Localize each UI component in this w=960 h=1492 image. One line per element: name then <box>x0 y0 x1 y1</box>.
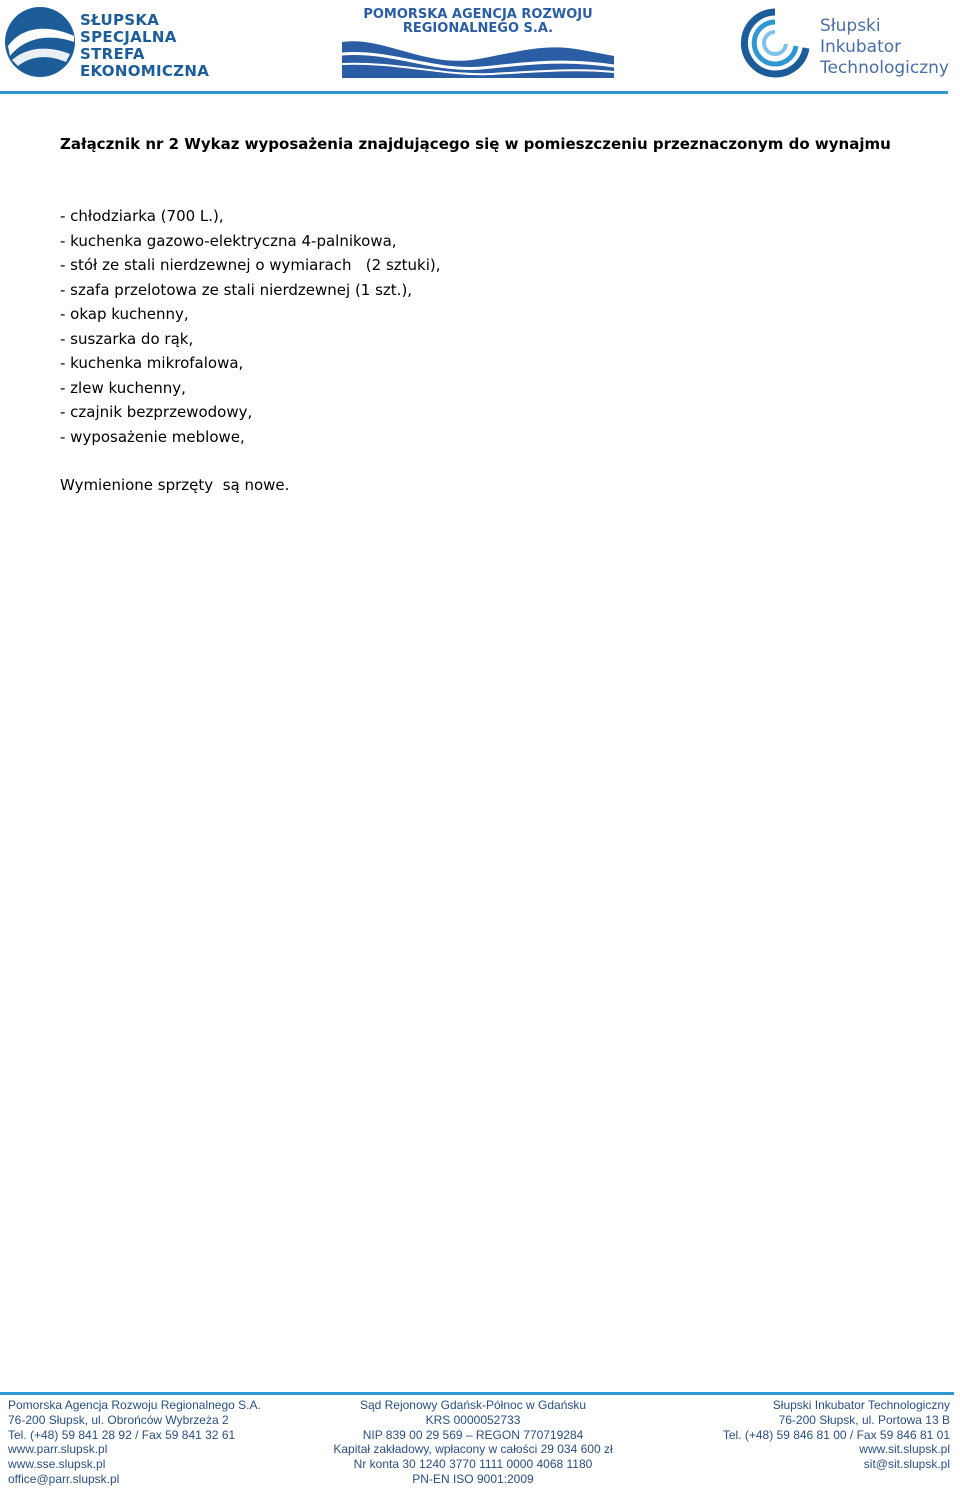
list-item: - zlew kuchenny, <box>60 378 186 397</box>
equipment-list <box>60 204 920 449</box>
sit-swirl-icon <box>740 8 810 80</box>
footer-right-line: Tel. (+48) 59 846 81 00 / Fax 59 846 81 01 <box>722 1427 950 1442</box>
list-item: - suszarka do rąk, <box>60 329 194 348</box>
header-divider <box>0 91 948 94</box>
sit-line-1: Słupski <box>820 16 881 36</box>
sit-logo-text <box>820 16 949 79</box>
list-item: - szafa przelotowa ze stali nierdzewnej (1 szt.), <box>60 280 413 299</box>
footer-right-line: www.sit.slupsk.pl <box>859 1442 950 1457</box>
sit-line-3: Technologiczny <box>820 58 949 78</box>
list-item: - czajnik bezprzewodowy, <box>60 403 253 421</box>
footer-left-line: www.sse.slupsk.pl <box>8 1457 106 1472</box>
closing-statement: Wymienione sprzęty są nowe. <box>60 476 290 494</box>
parr-wave-icon <box>342 36 614 78</box>
footer-left-line: 76-200 Słupsk, ul. Obrońców Wybrzeża 2 <box>8 1412 229 1427</box>
ssse-line-3: STREFA <box>80 45 145 63</box>
footer-divider <box>0 1392 954 1395</box>
footer-center-line: PN-EN ISO 9001:2009 <box>412 1471 534 1486</box>
footer-center-line: Sąd Rejonowy Gdańsk-Północ w Gdańsku <box>359 1398 587 1412</box>
parr-logo-text <box>342 8 614 36</box>
footer-right-line: Słupski Inkubator Technologiczny <box>772 1398 950 1412</box>
footer-center-line: NIP 839 00 29 569 – REGON 770719284 <box>362 1427 584 1442</box>
parr-logo <box>342 8 614 78</box>
list-item: - wyposażenie meblowe, <box>60 427 245 446</box>
footer-left-line: office@parr.slupsk.pl <box>8 1471 120 1486</box>
parr-line-2: REGIONALNEGO S.A. <box>402 21 554 36</box>
list-item: - kuchenka gazowo-elektryczna 4-palnikowa, <box>60 231 397 250</box>
list-item: - chłodziarka (700 L.), <box>60 207 224 225</box>
footer-left-line: Pomorska Agencja Rozwoju Regionalnego S.A. <box>8 1398 261 1412</box>
footer-center-line: KRS 0000052733 <box>425 1412 521 1427</box>
list-item: - okap kuchenny, <box>60 305 189 323</box>
sit-logo <box>740 8 950 82</box>
list-item: - stół ze stali nierdzewnej o wymiarach (2 sztuki), <box>60 256 441 274</box>
footer-right-line: sit@sit.slupsk.pl <box>863 1457 950 1472</box>
footer-center-line: Nr konta 30 1240 3770 1111 0000 4068 1180 <box>353 1457 593 1472</box>
ssse-logo-text <box>80 12 209 80</box>
ssse-emblem-icon <box>4 6 76 78</box>
ssse-line-2: SPECJALNA <box>80 28 177 46</box>
footer-right-line: 76-200 Słupsk, ul. Portowa 13 B <box>778 1412 950 1427</box>
document-body <box>60 132 920 497</box>
footer-center-line: Kapitał zakładowy, wpłacony w całości 29 034 600 zł <box>333 1442 613 1457</box>
footer-left-line: www.parr.slupsk.pl <box>8 1442 108 1457</box>
sit-line-2: Inkubator <box>820 37 902 57</box>
ssse-line-4: EKONOMICZNA <box>80 62 210 80</box>
footer-right-column <box>723 1398 950 1472</box>
footer-center-column <box>308 1398 638 1487</box>
parr-line-1: POMORSKA AGENCJA ROZWOJU <box>363 7 593 22</box>
ssse-line-1: SŁUPSKA <box>80 11 160 29</box>
ssse-logo <box>4 6 214 78</box>
document-title: Załącznik nr 2 Wykaz wyposażenia znajdującego się w pomieszczeniu przeznaczonym do wynajmu <box>60 135 891 153</box>
footer-left-line: Tel. (+48) 59 841 28 92 / Fax 59 841 32 61 <box>8 1427 236 1442</box>
page-header <box>0 0 960 95</box>
list-item: - kuchenka mikrofalowa, <box>60 354 244 372</box>
footer-left-column <box>8 1398 261 1487</box>
